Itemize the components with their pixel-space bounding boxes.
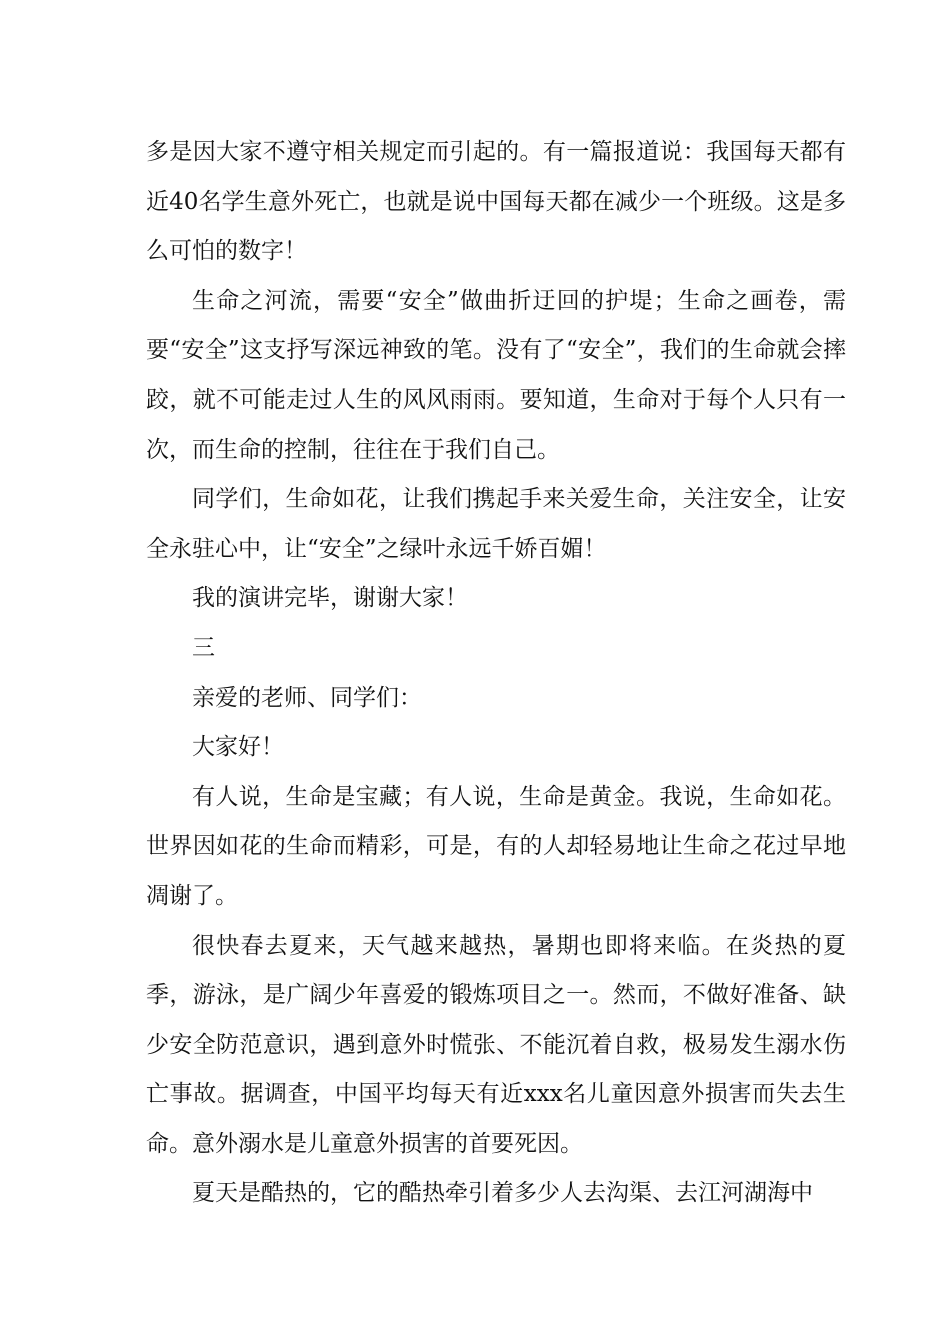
paragraph-10: 夏天是酷热的，它的酷热牵引着多少人去沟渠、去江河湖海中 xyxy=(192,1180,813,1207)
paragraph-2: 生命之河流，需要“安全”做曲折迂回的护堤；生命之画卷，需要“安全”这支抒写深远神致的笔。没有了“安全”，我们的生命就会摔跤，就不可能走过人生的风风雨雨。要知道，生命对于每个人只有一次，而生命的控制，往往在于我们自己。 xyxy=(146,287,846,463)
document-body xyxy=(146,128,846,1219)
section-number: 三 xyxy=(192,634,215,661)
paragraph-9: 很快春去夏来，天气越来越热，暑期也即将来临。在炎热的夏季，游泳，是广阔少年喜爱的锻炼项目之一。然而，不做好准备、缺少安全防范意识，遇到意外时慌张、不能沉着自救，极易发生溺水伤亡事故。据调查，中国平均每天有近xxx名儿童因意外损害而失去生命。意外溺水是儿童意外损害的首要死因。 xyxy=(146,932,846,1157)
paragraph-8: 有人说，生命是宝藏；有人说，生命是黄金。我说，生命如花。世界因如花的生命而精彩，可是，有的人却轻易地让生命之花过早地凋谢了。 xyxy=(146,783,846,909)
paragraph-4: 我的演讲完毕，谢谢大家！ xyxy=(192,585,468,612)
paragraph-3: 同学们，生命如花，让我们携起手来关爱生命，关注安全，让安全永驻心中，让“安全”之绿叶永远千娇百媚！ xyxy=(146,486,846,562)
salutation: 亲爱的老师、同学们： xyxy=(192,684,422,711)
paragraph-1: 多是因大家不遵守相关规定而引起的。有一篇报道说：我国每天都有近40名学生意外死亡，也就是说中国每天都在减少一个班级。这是多么可怕的数字！ xyxy=(146,139,846,265)
greeting: 大家好！ xyxy=(192,734,284,761)
